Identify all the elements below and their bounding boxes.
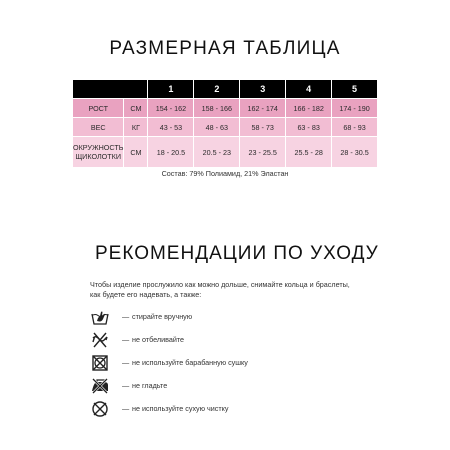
care-intro-line1: Чтобы изделие прослужило как можно дольше, снимайте кольца и браслеты, xyxy=(90,280,350,289)
row-label-line2: ЩИКОЛОТКИ xyxy=(75,152,122,161)
table-cell: 63 - 83 xyxy=(286,118,332,137)
table-cell: 20.5 - 23 xyxy=(194,137,240,168)
dash: — xyxy=(122,335,130,344)
composition-text: Состав: 79% Полиамид, 21% Эластан xyxy=(161,169,289,178)
size-header-1: 1 xyxy=(148,80,194,99)
row-label xyxy=(73,137,124,168)
no-dry-clean-icon xyxy=(90,399,110,419)
care-title: РЕКОМЕНДАЦИИ ПО УХОДУ xyxy=(95,243,379,264)
list-item xyxy=(90,328,248,351)
care-list xyxy=(90,305,248,420)
size-header-2: 2 xyxy=(194,80,240,99)
list-item xyxy=(90,305,248,328)
row-label: РОСТ xyxy=(73,99,124,118)
table-cell: 23 - 25.5 xyxy=(240,137,286,168)
table-cell: 68 - 93 xyxy=(332,118,378,137)
table-cell: 174 - 190 xyxy=(332,99,378,118)
care-text: не используйте барабанную сушку xyxy=(132,358,248,367)
table-cell: 166 - 182 xyxy=(286,99,332,118)
table-cell: 25.5 - 28 xyxy=(286,137,332,168)
table-cell: 43 - 53 xyxy=(148,118,194,137)
table-cell: 154 - 162 xyxy=(148,99,194,118)
size-header-5: 5 xyxy=(332,80,378,99)
table-cell: 18 - 20.5 xyxy=(148,137,194,168)
row-unit: КГ xyxy=(124,118,148,137)
dash: — xyxy=(122,381,130,390)
care-text: не отбеливайте xyxy=(132,335,185,344)
row-unit: СМ xyxy=(124,137,148,168)
row-label-line1: ОКРУЖНОСТЬ xyxy=(73,143,124,152)
row-unit: СМ xyxy=(124,99,148,118)
no-iron-icon xyxy=(90,376,110,396)
dash: — xyxy=(122,312,130,321)
list-item xyxy=(90,397,248,420)
size-table xyxy=(72,79,378,168)
care-text: не гладьте xyxy=(132,381,168,390)
no-wring-icon xyxy=(90,330,110,350)
table-cell: 162 - 174 xyxy=(240,99,286,118)
size-header-3: 3 xyxy=(240,80,286,99)
dash: — xyxy=(122,358,130,367)
table-row-weight xyxy=(73,118,378,137)
header-blank-cell xyxy=(73,80,148,99)
table-cell: 58 - 73 xyxy=(240,118,286,137)
size-header-4: 4 xyxy=(286,80,332,99)
size-table-title: РАЗМЕРНАЯ ТАБЛИЦА xyxy=(109,38,341,59)
table-cell: 48 - 63 xyxy=(194,118,240,137)
table-row-height xyxy=(73,99,378,118)
list-item xyxy=(90,374,248,397)
care-intro xyxy=(90,280,370,300)
table-cell: 28 - 30.5 xyxy=(332,137,378,168)
care-intro-line2: как будете его надевать, а также: xyxy=(90,290,202,299)
table-cell: 158 - 166 xyxy=(194,99,240,118)
care-text: стирайте вручную xyxy=(132,312,193,321)
care-text: не используйте сухую чистку xyxy=(132,404,229,413)
table-row-ankle xyxy=(73,137,378,168)
size-table-header-row xyxy=(73,80,378,99)
dash: — xyxy=(122,404,130,413)
row-label: ВЕС xyxy=(73,118,124,137)
list-item xyxy=(90,351,248,374)
hand-wash-icon xyxy=(90,307,110,327)
no-tumble-dry-icon xyxy=(90,353,110,373)
